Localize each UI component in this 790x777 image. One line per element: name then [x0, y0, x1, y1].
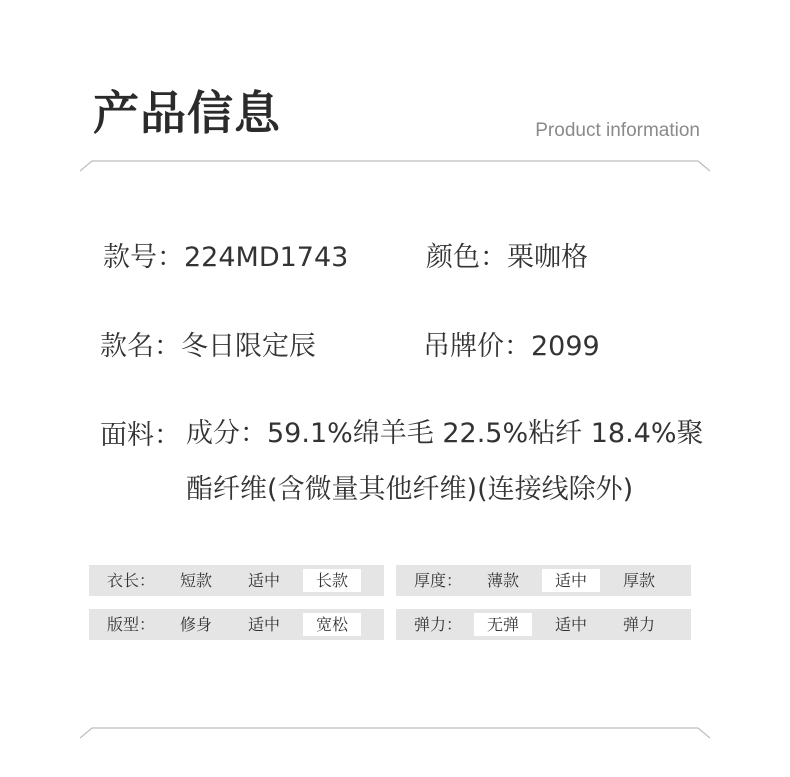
attribute-option: 修身 — [179, 615, 212, 634]
style-name-row — [100, 331, 316, 363]
attribute-label: 版型： — [107, 615, 156, 634]
attribute-label: 弹力： — [414, 615, 463, 634]
tag-price-value: 2099 — [531, 331, 600, 362]
style-name-label: 款名： — [100, 331, 181, 362]
attribute-label: 厚度： — [414, 571, 463, 590]
attribute-option: 厚款 — [622, 571, 655, 590]
attribute-option: 薄款 — [486, 571, 519, 590]
tag-price-label: 吊牌价： — [423, 331, 531, 362]
bottom-divider — [80, 727, 710, 739]
attribute-option: 适中 — [247, 615, 280, 634]
style-number-label: 款号： — [103, 242, 184, 273]
attribute-option: 无弹 — [474, 613, 532, 636]
style-number-row — [103, 242, 348, 274]
page-title: 产品信息 — [93, 86, 281, 140]
color-value: 栗咖格 — [507, 242, 588, 273]
attribute-option: 长款 — [303, 569, 361, 592]
style-name-value: 冬日限定辰 — [181, 331, 316, 362]
color-row — [426, 242, 588, 274]
attribute-elasticity — [396, 609, 691, 640]
attribute-length — [89, 565, 384, 596]
attribute-option: 适中 — [542, 569, 600, 592]
attribute-fit — [89, 609, 384, 640]
tag-price-row — [423, 331, 600, 363]
attribute-option: 适中 — [554, 615, 587, 634]
material-label: 面料： — [100, 420, 181, 451]
attribute-option: 短款 — [179, 571, 212, 590]
color-label: 颜色： — [426, 242, 507, 273]
material-value: 成分：59.1%绵羊毛 22.5%粘纤 18.4%聚酯纤维(含微量其他纤维)(连接线除外) — [186, 418, 704, 505]
attribute-option: 宽松 — [303, 613, 361, 636]
top-divider — [80, 160, 710, 172]
attribute-label: 衣长： — [107, 571, 156, 590]
attribute-thickness — [396, 565, 691, 596]
page-subtitle: Product information — [535, 120, 700, 141]
style-number-value: 224MD1743 — [184, 242, 349, 273]
attribute-option: 弹力 — [622, 615, 655, 634]
attribute-option: 适中 — [247, 571, 280, 590]
